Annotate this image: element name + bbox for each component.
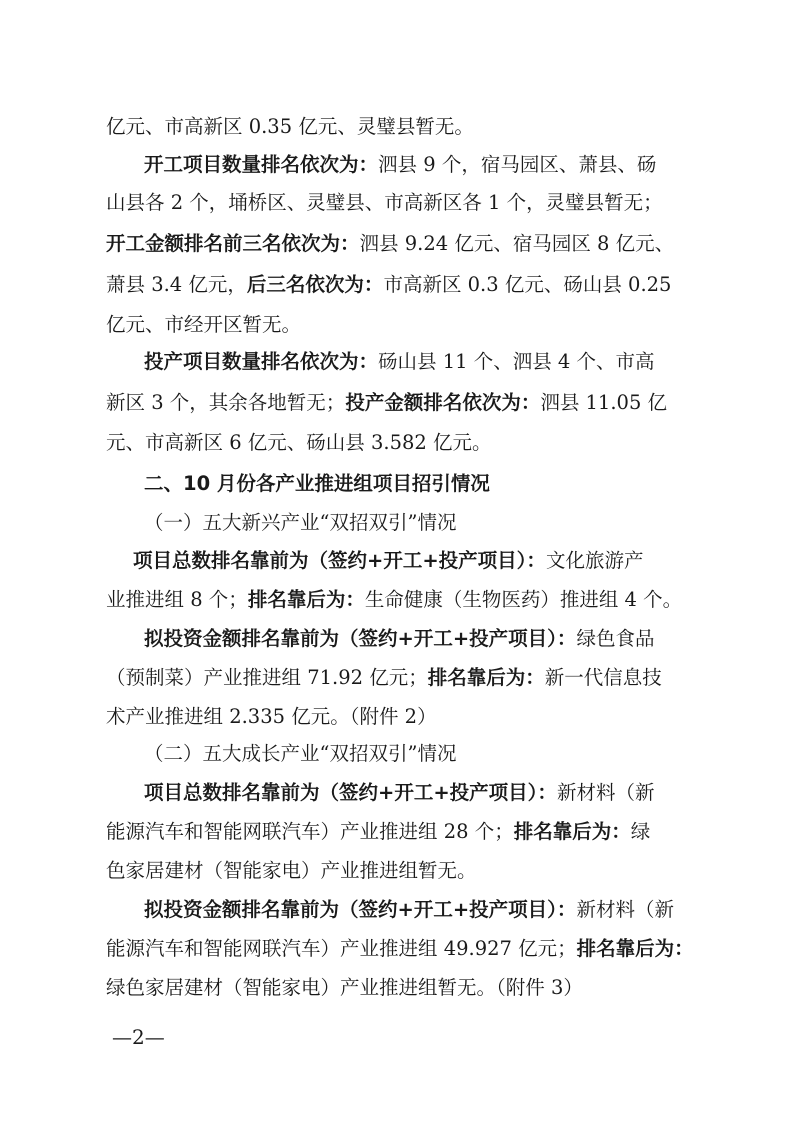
text-run: 绿色家居建材（智能家电）产业推进组暂无。（附件 3） xyxy=(106,976,583,999)
bold-text-run: 拟投资金额排名靠前为（签约+开工+投产项目）： xyxy=(144,898,577,921)
paragraph-line xyxy=(106,390,696,416)
text-run: 新材料（新 xyxy=(556,781,655,804)
bold-text-run: 项目总数排名靠前为（签约+开工+投产项目）： xyxy=(133,549,546,572)
section-heading xyxy=(144,471,696,497)
text-run: 新材料（新 xyxy=(576,898,674,921)
text-run: 萧县 3.4 亿元， xyxy=(106,273,247,296)
text-run: （二）五大成长产业“双招双引”情况 xyxy=(144,742,457,765)
paragraph-line xyxy=(106,704,696,730)
paragraph-line xyxy=(106,819,696,845)
text-run: 砀山县 11 个、泗县 4 个、市高 xyxy=(378,350,655,373)
paragraph-line xyxy=(106,231,696,257)
paragraph-line xyxy=(144,626,696,652)
paragraph-line xyxy=(144,897,696,923)
paragraph-line xyxy=(133,548,696,574)
bold-text-run: 二、10 月份各产业推进组项目招引情况 xyxy=(144,472,490,495)
bold-text-run: 排名靠后为： xyxy=(513,820,631,843)
paragraph-line xyxy=(144,780,696,806)
text-run: 亿元、市经开区暂无。 xyxy=(106,313,302,336)
text-run: 新区 3 个，其余各地暂无； xyxy=(106,391,346,414)
paragraph-line xyxy=(106,975,696,1001)
text-run: 业推进组 8 个； xyxy=(106,588,248,611)
text-run: 能源汽车和智能网联汽车）产业推进组 49.927 亿元； xyxy=(106,937,577,960)
text-run: 元、市高新区 6 亿元、砀山县 3.582 亿元。 xyxy=(106,431,492,454)
text-run: 亿元、市高新区 0.35 亿元、灵璧县暂无。 xyxy=(106,115,474,138)
paragraph-line xyxy=(106,114,696,140)
bold-text-run: 排名靠后为： xyxy=(247,588,365,611)
text-run: 术产业推进组 2.335 亿元。（附件 2） xyxy=(106,705,437,728)
text-run: 文化旅游产 xyxy=(545,549,644,572)
bold-text-run: 后三名依次为： xyxy=(246,273,384,296)
bold-text-run: 排名靠后为： xyxy=(576,937,694,960)
paragraph-line xyxy=(106,312,696,338)
text-run: 绿色食品 xyxy=(576,627,655,650)
paragraph-line xyxy=(144,349,696,375)
text-run: 山县各 2 个，埇桥区、灵璧县、市高新区各 1 个，灵璧县暂无； xyxy=(106,191,663,214)
text-run: 绿 xyxy=(630,820,651,843)
paragraph-line xyxy=(106,858,696,884)
paragraph-line xyxy=(106,936,696,962)
subsection-heading xyxy=(144,510,696,536)
text-run: 能源汽车和智能网联汽车）产业推进组 28 个； xyxy=(106,820,514,843)
bold-text-run: 投产项目数量排名依次为： xyxy=(144,350,379,373)
bold-text-run: 拟投资金额排名靠前为（签约+开工+投产项目）： xyxy=(144,627,577,650)
text-run: 泗县 9.24 亿元、宿马园区 8 亿元、 xyxy=(359,232,675,255)
text-run: 泗县 9 个，宿马园区、萧县、砀 xyxy=(378,153,657,176)
text-run: 泗县 11.05 亿 xyxy=(540,391,668,414)
paragraph-line xyxy=(106,587,696,613)
text-run: 新一代信息技 xyxy=(544,666,662,689)
subsection-heading xyxy=(144,741,696,767)
bold-text-run: 排名靠后为： xyxy=(427,666,545,689)
paragraph-line xyxy=(106,665,696,691)
bold-text-run: 开工项目数量排名依次为： xyxy=(144,153,379,176)
paragraph-line xyxy=(106,272,696,298)
bold-text-run: 开工金额排名前三名依次为： xyxy=(106,232,360,255)
page-number: —2— xyxy=(112,1025,165,1049)
text-run: 色家居建材（智能家电）产业推进组暂无。 xyxy=(106,859,477,882)
bold-text-run: 项目总数排名靠前为（签约+开工+投产项目）： xyxy=(144,781,557,804)
text-run: （一）五大新兴产业“双招双引”情况 xyxy=(144,511,457,534)
paragraph-line xyxy=(106,190,696,216)
text-run: （预制菜）产业推进组 71.92 亿元； xyxy=(106,666,428,689)
paragraph-line xyxy=(144,152,696,178)
paragraph-line xyxy=(106,430,696,456)
text-run: 市高新区 0.3 亿元、砀山县 0.25 xyxy=(383,273,672,296)
text-run: 生命健康（生物医药）推进组 4 个。 xyxy=(364,588,683,611)
bold-text-run: 投产金额排名依次为： xyxy=(345,391,541,414)
